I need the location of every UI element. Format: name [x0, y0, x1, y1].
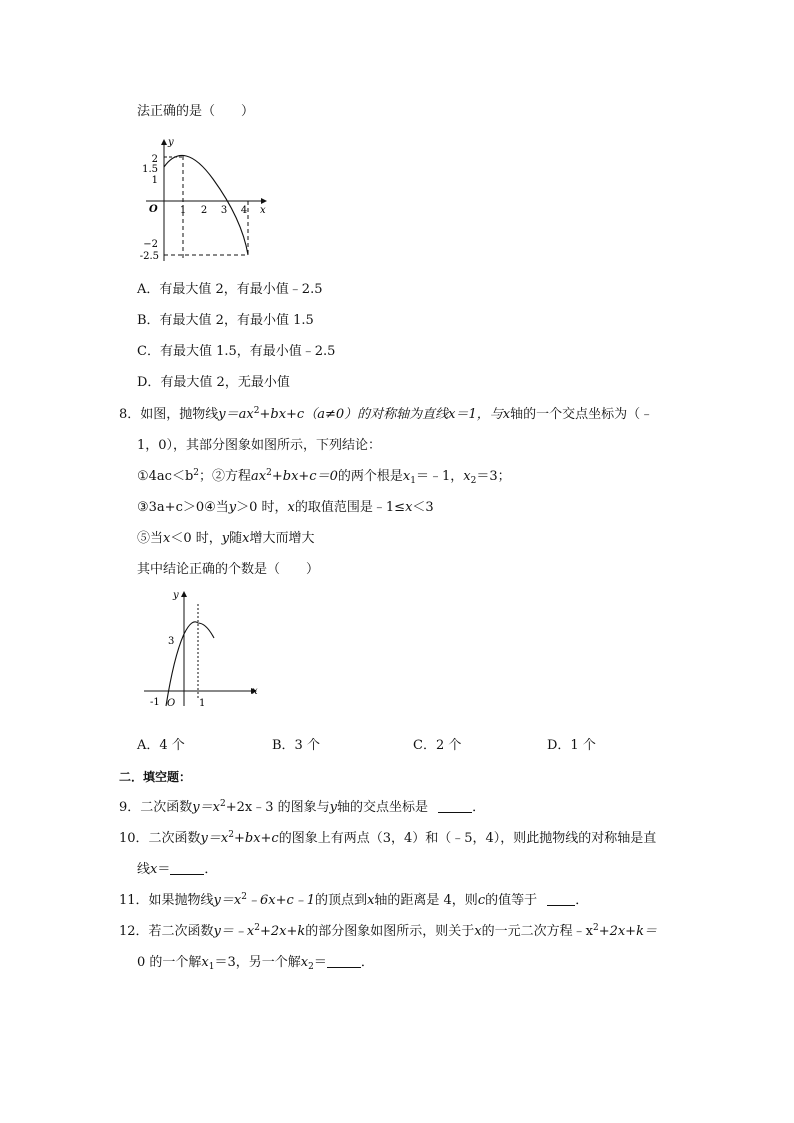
q7-option-a[interactable]: A．有最大值 2，有最小值﹣2.5 [137, 282, 323, 297]
q7-option-c[interactable]: C．有最大值 1.5，有最小值﹣2.5 [137, 344, 336, 359]
q7-option-b[interactable]: B．有最大值 2，有最小值 1.5 [137, 313, 314, 328]
q9-answer-blank[interactable] [438, 800, 472, 813]
q8-option-c[interactable]: C．2 个 [413, 738, 462, 753]
y-tick-1-5: 1.5 [142, 164, 158, 175]
x-label: x [260, 205, 266, 216]
q7-graph [138, 136, 273, 264]
q8-option-a[interactable]: A．4 个 [137, 738, 185, 753]
parabola-curve [166, 622, 214, 706]
q8-option-d[interactable]: D．1 个 [547, 738, 596, 753]
q8-conclusions-1-2: $①4ac<b^2$；②方程$ax^2+bx+c=0$的两个根是$x_1=﹣1$，$x_2=3$； [137, 468, 511, 486]
q12-line-1: 12．若二次函数$y=﹣x^2+2x+k$的部分图象如图所示，则关于x的一元二次方程$﹣x^2+2x+k=$ [119, 923, 657, 939]
y-tick-neg2-5: -2.5 [139, 251, 159, 262]
q9-text: 9．二次函数$y=x^2+2x﹣3$ 的图象与y轴的交点坐标是 ． [119, 799, 486, 815]
y-label: y [168, 137, 174, 148]
q7-option-d[interactable]: D．有最大值 2，无最小值 [137, 375, 290, 390]
y-tick-neg2: −2 [143, 239, 158, 250]
q8-option-b[interactable]: B．3 个 [272, 738, 320, 753]
q8-conclusions-3-4: ③3a+c＞0④当y＞0 时，x的取值范围是﹣1≤x＜3 [137, 500, 434, 515]
q11-text: 11．如果抛物线$y=x^2﹣6x+c﹣1$的顶点到x轴的距离是 4，则c的值等于 ． [119, 892, 589, 908]
x-tick-2: 2 [200, 205, 208, 216]
y-label: y [173, 590, 179, 601]
q10-line-1: 10．二次函数$y=x^2+bx+c$的图象上有两点（3，4）和（﹣5，4），则此抛物线的对称轴是直 [119, 830, 657, 846]
y-tick-1: 1 [151, 175, 158, 186]
origin-label: O [149, 204, 158, 215]
x-tick-4: 4 [240, 205, 248, 216]
section-fill-in-blank-heading: 二．填空题： [119, 770, 192, 784]
q11-answer-blank[interactable] [547, 893, 575, 906]
q8-graph [140, 588, 265, 710]
q8-line-2: 1，0），其部分图象如图所示，下列结论： [137, 438, 382, 453]
q10-line-2: 线x＝ ． [137, 862, 218, 877]
tick-3: 3 [168, 636, 175, 647]
q8-question: 其中结论正确的个数是（ ） [137, 562, 320, 577]
tick-neg1: -1 [150, 697, 160, 708]
q12-line-2: 0 的一个解$x_1=3$，另一个解$x_2=$ ． [137, 955, 374, 972]
q10-answer-blank[interactable] [170, 862, 204, 875]
x-tick-1: 1 [179, 205, 187, 216]
x-label: x [252, 686, 258, 697]
q12-answer-blank[interactable] [327, 955, 361, 968]
origin-label: O [167, 698, 176, 709]
tick-1: 1 [199, 698, 206, 709]
q8-conclusion-5: ⑤当x＜0 时，y随x增大而增大 [137, 531, 315, 546]
y-tick-2: 2 [151, 154, 158, 165]
q7-stem-tail: 法正确的是（ ） [137, 104, 255, 119]
x-tick-3: 3 [220, 205, 228, 216]
q8-line-1: 8．如图，抛物线$y=ax^2+bx+c(a\ne 0)$的对称轴为直线x＝1，与x轴的一个交点坐标为（﹣ [119, 406, 654, 422]
